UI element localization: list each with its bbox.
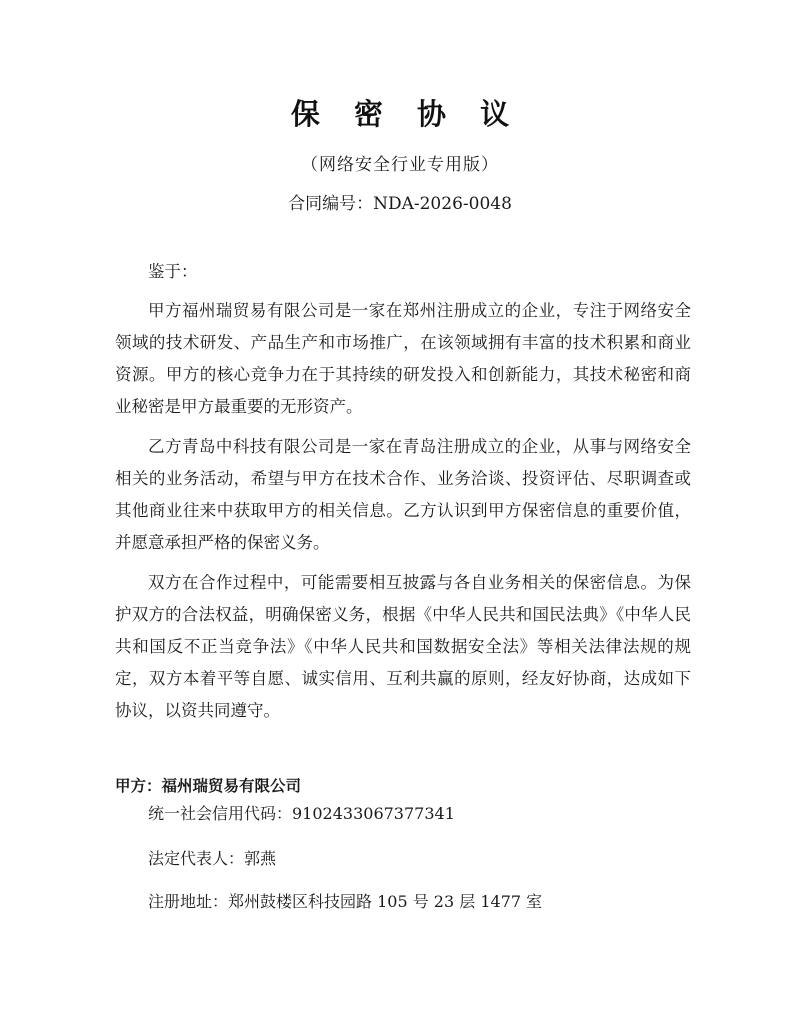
preamble-paragraph-purpose: 双方在合作过程中，可能需要相互披露与各自业务相关的保密信息。为保护双方的合法权益，明确保密义务，根据《中华人民共和国民法典》《中华人民共和国反不正当竞争法》《中华人民共和国数据安全法》等相关法律法规的规定，双方本着平等自愿、诚实信用、互利共赢的原则，经友好协商，达成如下协议，以资共同遵守。 <box>115 573 691 720</box>
party-a-credit-code: 统一社会信用代码：9102433067377341 <box>148 804 455 823</box>
party-a-legal-representative: 法定代表人：郭燕 <box>148 849 277 868</box>
contract-number: 合同编号：NDA-2026-0048 <box>288 194 512 214</box>
preamble-paragraph-party-a: 甲方福州瑞贸易有限公司是一家在郑州注册成立的企业，专注于网络安全领域的技术研发、产品生产和市场推广，在该领域拥有丰富的技术积累和商业资源。甲方的核心竞争力在于其持续的研发投入和创新能力，其技术秘密和商业秘密是甲方最重要的无形资产。 <box>115 301 691 416</box>
document-title: 保 密 协 议 <box>290 97 522 131</box>
document-subtitle: （网络安全行业专用版） <box>301 155 499 175</box>
party-a-heading: 甲方：福州瑞贸易有限公司 <box>115 777 302 795</box>
whereas-label: 鉴于： <box>148 262 198 281</box>
party-a-registered-address: 注册地址：郑州鼓楼区科技园路 105 号 23 层 1477 室 <box>148 892 543 911</box>
preamble-paragraph-party-b: 乙方青岛中科技有限公司是一家在青岛注册成立的企业，从事与网络安全相关的业务活动，希望与甲方在技术合作、业务洽谈、投资评估、尽职调查或其他商业往来中获取甲方的相关信息。乙方认识到甲方保密信息的重要价值，并愿意承担严格的保密义务。 <box>115 437 691 552</box>
